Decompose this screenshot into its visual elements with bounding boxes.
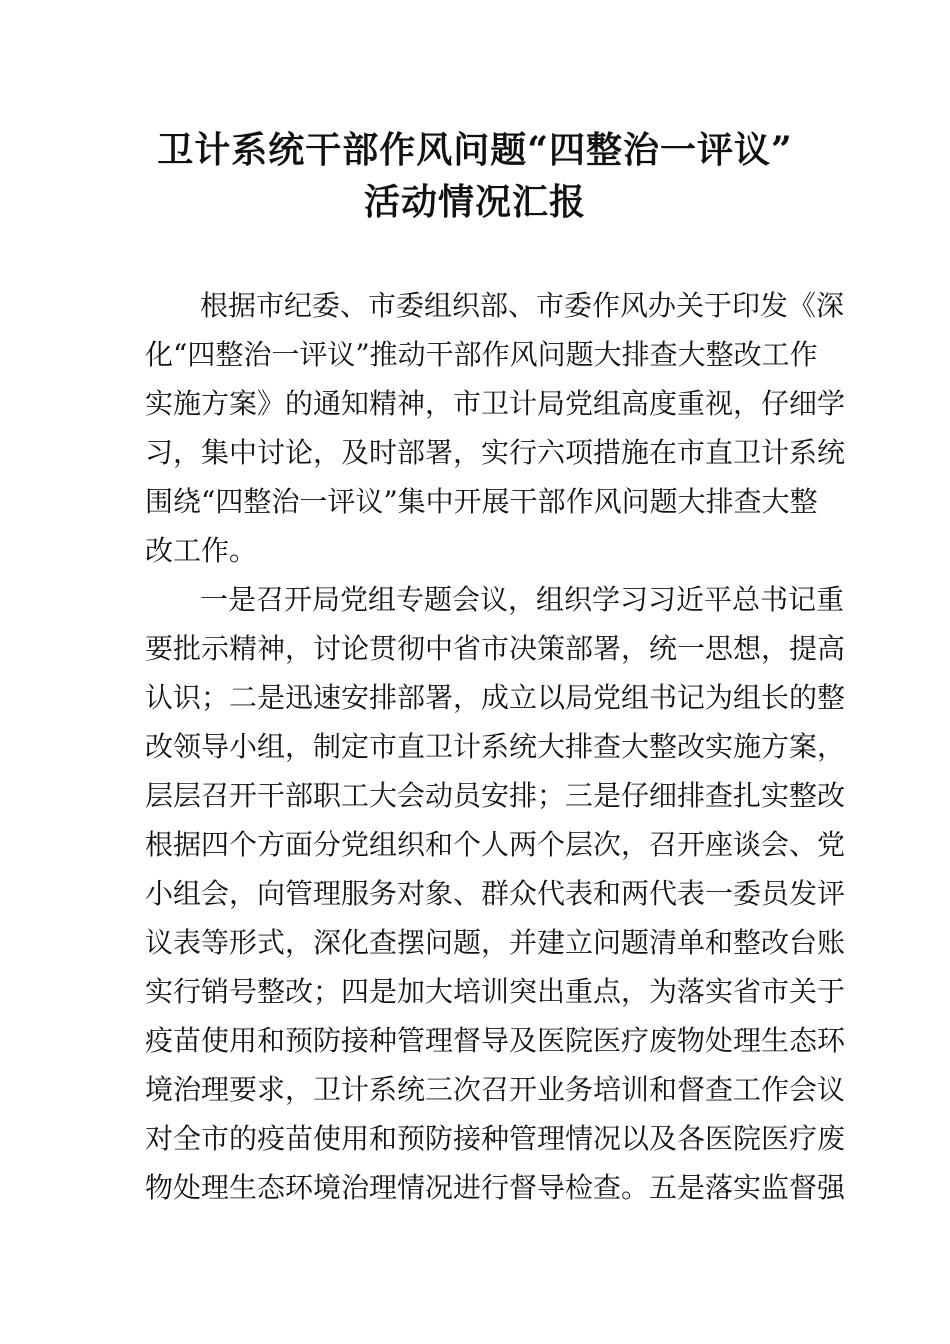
paragraph-2-line: 疫苗使用和预防接种管理督导及医院医疗废物处理生态环 — [145, 1024, 846, 1057]
paragraph-2-line: 要批示精神，讨论贯彻中省市决策部署，统一思想，提高 — [145, 632, 846, 665]
paragraph-2-line: 根据四个方面分党组织和个人两个层次，召开座谈会、党 — [145, 828, 846, 861]
document-title-line-2: 活动情况汇报 — [363, 181, 586, 223]
paragraph-1-line: 习，集中讨论，及时部署，实行六项措施在市直卫计系统 — [145, 436, 846, 469]
paragraph-2-line: 境治理要求，卫计系统三次召开业务培训和督查工作会议 — [145, 1073, 846, 1106]
document-title-line-1: 卫计系统干部作风问题“四整治一评议” — [157, 129, 793, 171]
paragraph-2-line: 小组会，向管理服务对象、群众代表和两代表一委员发评 — [145, 877, 846, 910]
paragraph-2-line: 实行销号整改；四是加大培训突出重点，为落实省市关于 — [145, 975, 846, 1008]
paragraph-2-line: 认识；二是迅速安排部署，成立以局党组书记为组长的整 — [145, 681, 846, 714]
paragraph-1-line: 围绕“四整治一评议”集中开展干部作风问题大排查大整 — [145, 485, 818, 518]
paragraph-1-line: 根据市纪委、市委组织部、市委作风办关于印发《深 — [200, 289, 845, 322]
paragraph-2-line: 一是召开局党组专题会议，组织学习习近平总书记重 — [200, 583, 845, 616]
paragraph-1-line: 化“四整治一评议”推动干部作风问题大排查大整改工作 — [145, 338, 818, 371]
paragraph-2-line: 物处理生态环境治理情况进行督导检查。五是落实监督强 — [145, 1171, 846, 1204]
paragraph-2-line: 改领导小组，制定市直卫计系统大排查大整改实施方案， — [145, 730, 846, 763]
paragraph-2-line: 对全市的疫苗使用和预防接种管理情况以及各医院医疗废 — [145, 1122, 846, 1155]
paragraph-1-line: 实施方案》的通知精神，市卫计局党组高度重视，仔细学 — [145, 387, 846, 420]
paragraph-1-line: 改工作。 — [145, 534, 258, 567]
paragraph-2-line: 议表等形式，深化查摆问题，并建立问题清单和整改台账 — [145, 926, 846, 959]
paragraph-2-line: 层层召开干部职工大会动员安排；三是仔细排查扎实整改 — [145, 779, 846, 812]
